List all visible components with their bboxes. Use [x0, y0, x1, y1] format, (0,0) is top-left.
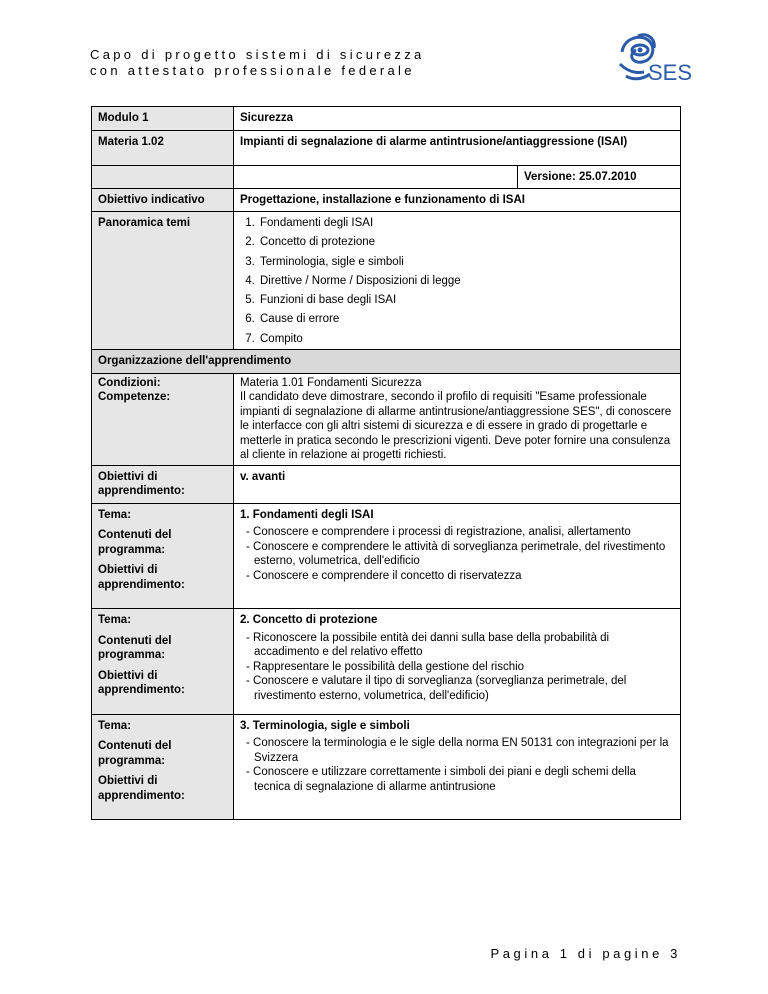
obiettivi-value: v. avanti — [234, 465, 681, 503]
modulo-label: Modulo 1 — [92, 107, 234, 131]
tema-title: 3. Terminologia, sigle e simboli — [240, 719, 410, 732]
topics-cell — [234, 212, 681, 350]
tema-item: - Conoscere e valutare il tipo di sorveglianza (sorveglianza perimetrale, del rivestimento esterno, volumetrica, dell'edificio) — [246, 675, 627, 702]
topic-item: 4. Direttive / Norme / Disposizioni di legge — [258, 272, 674, 291]
tema-3-labels — [92, 714, 234, 820]
obiettivi-label: Obiettivi di apprendimento: — [98, 564, 185, 591]
topic-item: 1. Fondamenti degli ISAI — [258, 214, 674, 233]
tema-title: 1. Fondamenti degli ISAI — [240, 508, 374, 521]
page-number: Pagina 1 di pagine 3 — [490, 946, 681, 961]
header-title-line1: Capo di progetto sistemi di sicurezza — [90, 47, 425, 62]
tema-item: - Conoscere la terminologia e le sigle della norma EN 50131 con integrazioni per la Svizzera — [246, 737, 669, 764]
condizioni-value: Materia 1.01 Fondamenti Sicurezza — [240, 376, 422, 389]
tema-item: - Riconoscere la possibile entità dei danni sulla base della probabilità di accadimento e del relativo effetto — [246, 631, 610, 659]
tema-label: Tema: — [98, 614, 132, 627]
tema-title: 2. Concetto di protezione — [240, 614, 378, 627]
materia-value: Impianti di segnalazione di alarme antintrusione/antiaggressione (ISAI) — [234, 130, 681, 165]
course-table — [91, 106, 681, 820]
condizioni-label: Condizioni: — [98, 376, 161, 389]
version-value: Versione: 25.07.2010 — [517, 166, 680, 188]
tema-item: - Conoscere e comprendere le attività di sorveglianza perimetrale, del rivestimento esterno, volumetrica, dell'edificio — [246, 540, 666, 568]
header-title-line2: con attestato professionale federale — [90, 63, 415, 78]
tema-1-labels — [92, 503, 234, 609]
modulo-value: Sicurezza — [234, 107, 681, 131]
competenze-label: Competenze: — [98, 391, 171, 404]
condizioni-competenze-values — [234, 373, 681, 465]
obiettivi-label: Obiettivi di apprendimento: — [98, 775, 185, 802]
tema-label: Tema: — [98, 719, 132, 732]
contenuti-label: Contenuti del programma: — [98, 529, 172, 556]
document-header — [90, 47, 425, 79]
tema-label: Tema: — [98, 508, 132, 521]
version-label-cell — [92, 165, 234, 188]
contenuti-label: Contenuti del programma: — [98, 740, 172, 767]
topics-list — [240, 214, 674, 349]
topic-item: 5. Funzioni di base degli ISAI — [258, 291, 674, 310]
obiettivi-label: Obiettivi di apprendimento: — [98, 669, 185, 697]
tema-3-content — [234, 714, 681, 820]
contenuti-label: Contenuti del programma: — [98, 634, 172, 662]
tema-2-content — [234, 609, 681, 715]
tema-item: - Rappresentare le possibilità della gestione del rischio — [246, 660, 525, 673]
section-heading: Organizzazione dell'apprendimento — [92, 350, 681, 374]
topic-item: 7. Compito — [258, 330, 674, 349]
obiettivo-value: Progettazione, installazione e funzionamento di ISAI — [234, 188, 681, 212]
version-cell — [234, 165, 681, 188]
logo-text: SES — [648, 60, 693, 85]
ses-logo — [616, 30, 700, 86]
obiettivi-label: Obiettivi di apprendimento: — [92, 465, 234, 503]
tema-item: - Conoscere e utilizzare correttamente i simboli dei piani e degli schemi della tecnica di segnalazione di allarme antintrusione — [246, 766, 636, 793]
panoramica-label: Panoramica temi — [92, 212, 234, 350]
tema-item: - Conoscere e comprendere il concetto di riservatezza — [246, 569, 522, 582]
materia-label: Materia 1.02 — [92, 130, 234, 165]
topic-item: 2. Concetto di protezione — [258, 233, 674, 252]
topic-item: 3. Terminologia, sigle e simboli — [258, 253, 674, 272]
condizioni-competenze-labels — [92, 373, 234, 465]
tema-2-labels — [92, 609, 234, 715]
competenze-value: Il candidato deve dimostrare, secondo il profilo di requisiti "Esame professionale impianti di segnalazione di allarme antintrusione/antiaggressione SES", di conoscere le interfacce con gli altri sistemi di sicurezza e di essere in grado di progettarle e metterle in pratica secondo le prescrizioni vigenti. Deve poter fornire una consulenza al cliente in relazione ai progetti richiesti. — [240, 391, 672, 462]
tema-item: - Conoscere e comprendere i processi di registrazione, analisi, allertamento — [246, 526, 631, 539]
topic-item: 6. Cause di errore — [258, 310, 674, 329]
obiettivo-label: Obiettivo indicativo — [92, 188, 234, 212]
tema-1-content — [234, 503, 681, 609]
